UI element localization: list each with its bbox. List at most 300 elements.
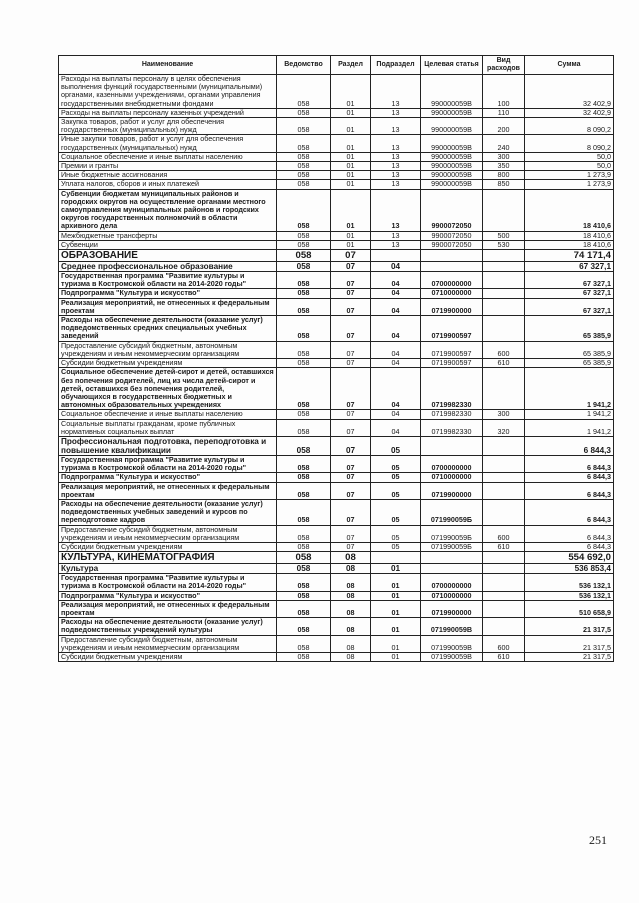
table-body <box>59 75 614 662</box>
row-razdel: 08 <box>331 591 371 600</box>
row-name: Реализация мероприятий, не отнесенных к федеральным проектам <box>59 600 277 617</box>
row-sum: 65 385,9 <box>525 359 614 368</box>
row-podrazdel: 04 <box>371 316 421 342</box>
row-podrazdel: 01 <box>371 618 421 635</box>
page-number: 251 <box>589 833 607 847</box>
row-podrazdel: 01 <box>371 574 421 591</box>
row-expense-type: 850 <box>483 180 525 189</box>
row-sum: 65 385,9 <box>525 316 614 342</box>
row-podrazdel: 05 <box>371 482 421 499</box>
row-target-article: 0719900000 <box>421 600 483 617</box>
row-expense-type <box>483 289 525 298</box>
row-vedomstvo: 058 <box>277 564 331 574</box>
table-row <box>59 419 614 436</box>
table-row <box>59 75 614 109</box>
row-expense-type <box>483 564 525 574</box>
row-name: Государственная программа "Развитие культуры и туризма в Костромской области на 2014-2020 годы" <box>59 455 277 472</box>
row-expense-type <box>483 552 525 564</box>
row-sum: 8 090,2 <box>525 118 614 135</box>
row-vedomstvo: 058 <box>277 240 331 249</box>
row-name: Реализация мероприятий, не отнесенных к федеральным проектам <box>59 482 277 499</box>
row-vedomstvo: 058 <box>277 525 331 542</box>
table-row <box>59 552 614 564</box>
table-row <box>59 455 614 472</box>
row-vedomstvo: 058 <box>277 298 331 315</box>
row-sum: 6 844,3 <box>525 482 614 499</box>
table-row <box>59 564 614 574</box>
row-razdel: 07 <box>331 419 371 436</box>
row-target-article <box>421 564 483 574</box>
row-target-article: 9900072050 <box>421 189 483 231</box>
row-razdel: 07 <box>331 455 371 472</box>
row-expense-type <box>483 298 525 315</box>
row-podrazdel: 05 <box>371 499 421 525</box>
row-expense-type <box>483 189 525 231</box>
row-target-article: 071990059Б <box>421 525 483 542</box>
table-row <box>59 652 614 661</box>
row-sum: 21 317,5 <box>525 652 614 661</box>
row-razdel: 08 <box>331 635 371 652</box>
row-target-article: 071990059В <box>421 635 483 652</box>
row-vedomstvo: 058 <box>277 591 331 600</box>
row-target-article: 0719900597 <box>421 316 483 342</box>
row-razdel: 01 <box>331 152 371 161</box>
row-target-article: 0719900000 <box>421 482 483 499</box>
row-name: Субсидии бюджетным учреждениям <box>59 359 277 368</box>
row-target-article: 990000059В <box>421 118 483 135</box>
row-razdel: 07 <box>331 272 371 289</box>
row-vedomstvo: 058 <box>277 162 331 171</box>
table-row <box>59 591 614 600</box>
row-vedomstvo: 058 <box>277 152 331 161</box>
row-target-article <box>421 552 483 564</box>
table-row <box>59 316 614 342</box>
row-podrazdel: 13 <box>371 231 421 240</box>
row-vedomstvo: 058 <box>277 368 331 410</box>
row-podrazdel: 13 <box>371 171 421 180</box>
row-vedomstvo: 058 <box>277 289 331 298</box>
row-name: Культура <box>59 564 277 574</box>
row-expense-type: 600 <box>483 525 525 542</box>
row-target-article: 990000059В <box>421 171 483 180</box>
row-sum: 6 844,3 <box>525 525 614 542</box>
row-podrazdel: 01 <box>371 564 421 574</box>
row-vedomstvo: 058 <box>277 171 331 180</box>
table-row <box>59 436 614 455</box>
row-podrazdel: 13 <box>371 118 421 135</box>
table-row <box>59 289 614 298</box>
row-podrazdel: 05 <box>371 436 421 455</box>
row-target-article: 0710000000 <box>421 473 483 482</box>
row-vedomstvo: 058 <box>277 652 331 661</box>
table-row <box>59 118 614 135</box>
row-expense-type: 610 <box>483 359 525 368</box>
table-row <box>59 574 614 591</box>
table-row <box>59 272 614 289</box>
row-podrazdel: 13 <box>371 75 421 109</box>
row-vedomstvo: 058 <box>277 135 331 152</box>
row-sum: 510 658,9 <box>525 600 614 617</box>
row-razdel: 01 <box>331 162 371 171</box>
row-podrazdel: 05 <box>371 455 421 472</box>
row-name: Расходы на обеспечение деятельности (оказание услуг) подведомственных средних специальных учебных заведений <box>59 316 277 342</box>
row-name: Предоставление субсидий бюджетным, автономным учреждениям и иным некоммерческим организациям <box>59 341 277 358</box>
row-podrazdel <box>371 250 421 262</box>
header-target-article: Целевая статья <box>421 56 483 75</box>
row-name: Расходы на выплаты персоналу казенных учреждений <box>59 108 277 117</box>
row-sum: 67 327,1 <box>525 262 614 272</box>
row-name: Иные закупки товаров, работ и услуг для обеспечения государственных (муниципальных) нужд <box>59 135 277 152</box>
row-name: Социальное обеспечение и иные выплаты населению <box>59 152 277 161</box>
row-expense-type: 350 <box>483 162 525 171</box>
row-expense-type <box>483 482 525 499</box>
row-target-article <box>421 262 483 272</box>
row-target-article: 071990059В <box>421 652 483 661</box>
table-row <box>59 473 614 482</box>
row-sum: 1 941,2 <box>525 368 614 410</box>
table-row <box>59 250 614 262</box>
row-expense-type <box>483 436 525 455</box>
row-razdel: 07 <box>331 525 371 542</box>
row-name: КУЛЬТУРА, КИНЕМАТОГРАФИЯ <box>59 552 277 564</box>
row-expense-type: 610 <box>483 652 525 661</box>
row-podrazdel <box>371 552 421 564</box>
row-name: ОБРАЗОВАНИЕ <box>59 250 277 262</box>
row-name: Профессиональная подготовка, переподготовка и повышение квалификации <box>59 436 277 455</box>
table-row <box>59 410 614 419</box>
row-podrazdel: 01 <box>371 600 421 617</box>
row-vedomstvo: 058 <box>277 231 331 240</box>
row-target-article: 0719900597 <box>421 359 483 368</box>
row-razdel: 01 <box>331 118 371 135</box>
row-name: Реализация мероприятий, не отнесенных к федеральным проектам <box>59 298 277 315</box>
row-expense-type: 300 <box>483 410 525 419</box>
row-razdel: 07 <box>331 316 371 342</box>
row-podrazdel: 13 <box>371 189 421 231</box>
row-expense-type: 110 <box>483 108 525 117</box>
row-sum: 6 844,3 <box>525 436 614 455</box>
table-row <box>59 298 614 315</box>
row-razdel: 07 <box>331 410 371 419</box>
row-vedomstvo: 058 <box>277 574 331 591</box>
row-target-article: 990000059В <box>421 152 483 161</box>
row-vedomstvo: 058 <box>277 473 331 482</box>
row-name: Уплата налогов, сборов и иных платежей <box>59 180 277 189</box>
row-sum: 536 132,1 <box>525 591 614 600</box>
row-target-article: 071990059Б <box>421 499 483 525</box>
row-sum: 6 844,3 <box>525 473 614 482</box>
row-target-article: 071990059Б <box>421 542 483 551</box>
row-name: Среднее профессиональное образование <box>59 262 277 272</box>
row-expense-type <box>483 455 525 472</box>
row-vedomstvo: 058 <box>277 499 331 525</box>
row-target-article: 0700000000 <box>421 272 483 289</box>
row-vedomstvo: 058 <box>277 359 331 368</box>
row-vedomstvo: 058 <box>277 419 331 436</box>
row-name: Расходы на выплаты персоналу в целях обеспечения выполнения функций государственными (муниципальными) органами, казенными учреждениями, органами управления государственными внебюджетными фондами <box>59 75 277 109</box>
table-row <box>59 152 614 161</box>
table-row <box>59 499 614 525</box>
row-target-article: 0719900597 <box>421 341 483 358</box>
row-razdel: 08 <box>331 574 371 591</box>
table-row <box>59 341 614 358</box>
row-target-article: 0700000000 <box>421 574 483 591</box>
row-razdel: 01 <box>331 108 371 117</box>
row-podrazdel: 04 <box>371 368 421 410</box>
row-vedomstvo: 058 <box>277 552 331 564</box>
row-target-article: 071990059В <box>421 618 483 635</box>
row-name: Расходы на обеспечение деятельности (оказание услуг) подведомственных учебных заведений и курсов по переподготовке кадров <box>59 499 277 525</box>
header-sum: Сумма <box>525 56 614 75</box>
row-target-article: 0719982330 <box>421 419 483 436</box>
row-expense-type <box>483 591 525 600</box>
row-razdel: 01 <box>331 75 371 109</box>
row-podrazdel: 01 <box>371 652 421 661</box>
row-target-article: 0700000000 <box>421 455 483 472</box>
row-target-article: 990000059В <box>421 135 483 152</box>
budget-table <box>58 55 614 662</box>
row-razdel: 07 <box>331 499 371 525</box>
table-row <box>59 108 614 117</box>
row-name: Предоставление субсидий бюджетным, автономным учреждениям и иным некоммерческим организациям <box>59 635 277 652</box>
row-target-article: 0719982330 <box>421 368 483 410</box>
row-podrazdel: 04 <box>371 410 421 419</box>
row-name: Государственная программа "Развитие культуры и туризма в Костромской области на 2014-2020 годы" <box>59 272 277 289</box>
row-razdel: 01 <box>331 240 371 249</box>
table-row <box>59 231 614 240</box>
table-row <box>59 359 614 368</box>
table-row <box>59 189 614 231</box>
row-sum: 67 327,1 <box>525 289 614 298</box>
row-name: Субсидии бюджетным учреждениям <box>59 542 277 551</box>
row-podrazdel: 05 <box>371 473 421 482</box>
table-row <box>59 171 614 180</box>
row-razdel: 08 <box>331 618 371 635</box>
header-name: Наименование <box>59 56 277 75</box>
row-expense-type: 500 <box>483 231 525 240</box>
row-target-article <box>421 250 483 262</box>
row-name: Предоставление субсидий бюджетным, автономным учреждениям и иным некоммерческим организациям <box>59 525 277 542</box>
row-razdel: 07 <box>331 368 371 410</box>
header-razdel: Раздел <box>331 56 371 75</box>
row-vedomstvo: 058 <box>277 410 331 419</box>
row-vedomstvo: 058 <box>277 272 331 289</box>
row-podrazdel: 13 <box>371 240 421 249</box>
row-name: Подпрограмма "Культура и искусство" <box>59 473 277 482</box>
row-name: Межбюджетные трансферты <box>59 231 277 240</box>
row-name: Социальные выплаты гражданам, кроме публичных нормативных социальных выплат <box>59 419 277 436</box>
row-razdel: 01 <box>331 180 371 189</box>
row-expense-type: 800 <box>483 171 525 180</box>
row-sum: 18 410,6 <box>525 189 614 231</box>
table-row <box>59 482 614 499</box>
row-razdel: 07 <box>331 341 371 358</box>
row-razdel: 07 <box>331 436 371 455</box>
row-vedomstvo: 058 <box>277 75 331 109</box>
row-expense-type: 610 <box>483 542 525 551</box>
row-podrazdel: 01 <box>371 635 421 652</box>
row-podrazdel: 13 <box>371 108 421 117</box>
row-target-article: 990000059В <box>421 108 483 117</box>
table-row <box>59 542 614 551</box>
row-sum: 8 090,2 <box>525 135 614 152</box>
row-expense-type <box>483 250 525 262</box>
row-podrazdel: 04 <box>371 289 421 298</box>
row-expense-type: 300 <box>483 152 525 161</box>
row-sum: 6 844,3 <box>525 542 614 551</box>
row-target-article: 0719900000 <box>421 298 483 315</box>
row-sum: 21 317,5 <box>525 635 614 652</box>
row-sum: 65 385,9 <box>525 341 614 358</box>
row-sum: 536 853,4 <box>525 564 614 574</box>
row-podrazdel: 05 <box>371 525 421 542</box>
row-name: Подпрограмма "Культура и искусство" <box>59 591 277 600</box>
row-name: Государственная программа "Развитие культуры и туризма в Костромской области на 2014-2020 годы" <box>59 574 277 591</box>
row-name: Иные бюджетные ассигнования <box>59 171 277 180</box>
table-row <box>59 635 614 652</box>
row-target-article: 9900072050 <box>421 240 483 249</box>
row-sum: 32 402,9 <box>525 108 614 117</box>
row-sum: 67 327,1 <box>525 298 614 315</box>
row-expense-type <box>483 618 525 635</box>
table-header-row <box>59 56 614 75</box>
row-vedomstvo: 058 <box>277 618 331 635</box>
row-vedomstvo: 058 <box>277 108 331 117</box>
row-expense-type <box>483 316 525 342</box>
row-sum: 1 941,2 <box>525 419 614 436</box>
row-podrazdel: 13 <box>371 162 421 171</box>
row-sum: 50,0 <box>525 152 614 161</box>
row-vedomstvo: 058 <box>277 482 331 499</box>
row-name: Расходы на обеспечение деятельности (оказание услуг) подведомственных учреждений культуры <box>59 618 277 635</box>
row-target-article: 990000059В <box>421 162 483 171</box>
row-name: Премии и гранты <box>59 162 277 171</box>
row-vedomstvo: 058 <box>277 635 331 652</box>
row-target-article: 0710000000 <box>421 289 483 298</box>
row-sum: 536 132,1 <box>525 574 614 591</box>
table-row <box>59 240 614 249</box>
row-expense-type <box>483 368 525 410</box>
row-expense-type: 530 <box>483 240 525 249</box>
row-podrazdel: 04 <box>371 341 421 358</box>
row-sum: 18 410,6 <box>525 231 614 240</box>
row-razdel: 01 <box>331 135 371 152</box>
table-row <box>59 525 614 542</box>
row-sum: 74 171,4 <box>525 250 614 262</box>
table-row <box>59 262 614 272</box>
row-sum: 6 844,3 <box>525 499 614 525</box>
row-razdel: 08 <box>331 564 371 574</box>
row-razdel: 07 <box>331 250 371 262</box>
row-expense-type <box>483 574 525 591</box>
row-sum: 1 273,9 <box>525 171 614 180</box>
row-vedomstvo: 058 <box>277 316 331 342</box>
row-vedomstvo: 058 <box>277 542 331 551</box>
row-sum: 1 941,2 <box>525 410 614 419</box>
row-expense-type: 320 <box>483 419 525 436</box>
table-row <box>59 135 614 152</box>
row-sum: 50,0 <box>525 162 614 171</box>
row-vedomstvo: 058 <box>277 341 331 358</box>
row-name: Субвенции <box>59 240 277 249</box>
row-podrazdel: 04 <box>371 298 421 315</box>
row-razdel: 07 <box>331 289 371 298</box>
row-podrazdel: 04 <box>371 419 421 436</box>
row-name: Подпрограмма "Культура и искусство" <box>59 289 277 298</box>
row-vedomstvo: 058 <box>277 180 331 189</box>
row-vedomstvo: 058 <box>277 118 331 135</box>
row-vedomstvo: 058 <box>277 455 331 472</box>
row-razdel: 07 <box>331 359 371 368</box>
header-vedomstvo: Ведомство <box>277 56 331 75</box>
row-name: Закупка товаров, работ и услуг для обеспечения государственных (муниципальных) нужд <box>59 118 277 135</box>
row-target-article: 990000059В <box>421 180 483 189</box>
row-expense-type: 200 <box>483 118 525 135</box>
row-razdel: 07 <box>331 298 371 315</box>
row-razdel: 08 <box>331 652 371 661</box>
row-expense-type <box>483 600 525 617</box>
row-podrazdel: 13 <box>371 180 421 189</box>
row-vedomstvo: 058 <box>277 600 331 617</box>
row-target-article: 9900072050 <box>421 231 483 240</box>
row-expense-type <box>483 262 525 272</box>
row-razdel: 07 <box>331 262 371 272</box>
row-razdel: 01 <box>331 231 371 240</box>
header-podrazdel: Подраздел <box>371 56 421 75</box>
row-sum: 32 402,9 <box>525 75 614 109</box>
row-vedomstvo: 058 <box>277 189 331 231</box>
row-podrazdel: 04 <box>371 359 421 368</box>
row-razdel: 07 <box>331 542 371 551</box>
row-expense-type: 600 <box>483 341 525 358</box>
row-sum: 1 273,9 <box>525 180 614 189</box>
row-razdel: 01 <box>331 189 371 231</box>
table-row <box>59 618 614 635</box>
row-razdel: 07 <box>331 473 371 482</box>
row-podrazdel: 13 <box>371 135 421 152</box>
row-target-article: 990000059В <box>421 75 483 109</box>
row-expense-type <box>483 499 525 525</box>
row-podrazdel: 04 <box>371 262 421 272</box>
row-podrazdel: 01 <box>371 591 421 600</box>
row-podrazdel: 04 <box>371 272 421 289</box>
row-target-article: 0719982330 <box>421 410 483 419</box>
row-sum: 554 692,0 <box>525 552 614 564</box>
row-vedomstvo: 058 <box>277 436 331 455</box>
row-expense-type: 600 <box>483 635 525 652</box>
row-sum: 18 410,6 <box>525 240 614 249</box>
table-row <box>59 368 614 410</box>
row-razdel: 08 <box>331 552 371 564</box>
row-name: Социальное обеспечение детей-сирот и детей, оставшихся без попечения родителей, лиц из числа детей-сирот и детей, оставшихся без попечения родителей, обучающихся в государственных бюджетных и автономных образовательных учреждениях <box>59 368 277 410</box>
row-sum: 67 327,1 <box>525 272 614 289</box>
row-vedomstvo: 058 <box>277 250 331 262</box>
row-vedomstvo: 058 <box>277 262 331 272</box>
row-razdel: 01 <box>331 171 371 180</box>
row-razdel: 07 <box>331 482 371 499</box>
header-expense-type: Вид расходов <box>483 56 525 75</box>
row-name: Социальное обеспечение и иные выплаты населению <box>59 410 277 419</box>
row-target-article: 0710000000 <box>421 591 483 600</box>
row-sum: 21 317,5 <box>525 618 614 635</box>
row-razdel: 08 <box>331 600 371 617</box>
table-row <box>59 600 614 617</box>
row-expense-type <box>483 473 525 482</box>
row-expense-type: 100 <box>483 75 525 109</box>
row-name: Субвенции бюджетам муниципальных районов и городских округов на осуществление органами местного самоуправления муниципальных районов и городских округов государственных полномочий в области архивного дела <box>59 189 277 231</box>
row-expense-type <box>483 272 525 289</box>
row-expense-type: 240 <box>483 135 525 152</box>
